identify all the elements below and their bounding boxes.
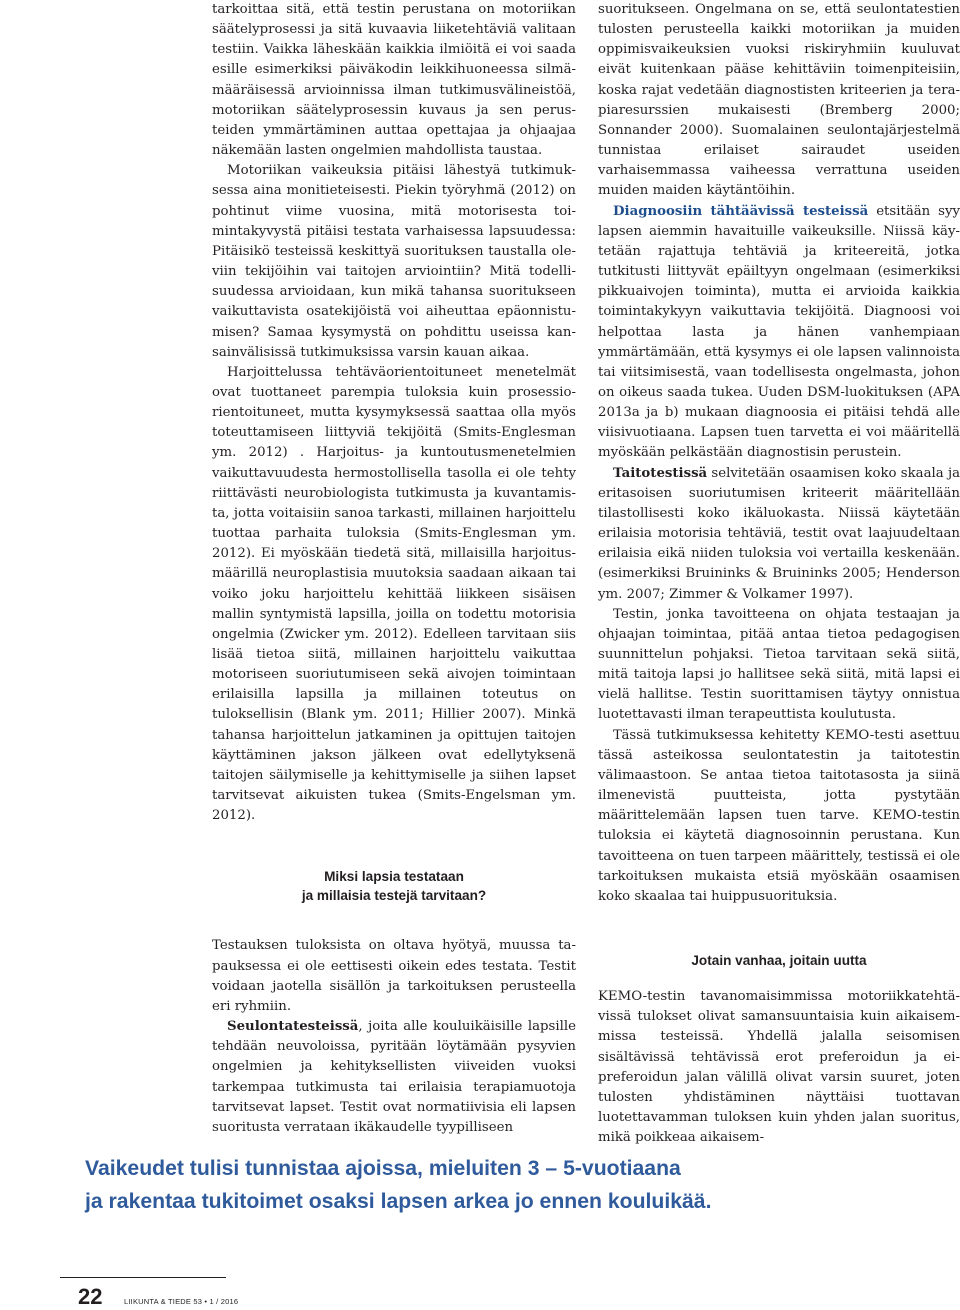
paragraph xyxy=(212,1017,576,1138)
pull-quote xyxy=(85,1152,945,1218)
term-lead: Seulontatesteissä xyxy=(227,1019,359,1035)
paragraph xyxy=(598,464,960,605)
journal-name: LIIKUNTA & TIEDE 53 • 1 / 2016 xyxy=(124,1297,239,1306)
paragraph: Testin, jonka tavoitteena on ohjata testaajan ja ohjaajan toimintaa, pitää antaa tietoa pedagogisen suunnittelun pohjaksi. Tietoa tarvitaan sekä siitä, mitä taitoja lapsi jo hallitsee sekä siitä, mitä lapsi ei vielä hallitse. Testin suorittamisen täytyy onnistua luotettavasti ilman terapeuttista koulutusta. xyxy=(598,606,960,723)
right-column xyxy=(598,0,960,1148)
en-dash: – xyxy=(545,1157,558,1180)
pull-quote-line: Vaikeudet tulisi tunnistaa ajoissa, mieluiten 3 – 5-vuotiaana xyxy=(85,1157,681,1180)
paragraph: KEMO-testin tavanomaisimmissa motoriikkatehtävissä tulokset olivat samansuuntaisia kuin aikaisemmissa testeissä. Yhdellä jalalla seisomisen sisältävissä tehtävissä erot preferoidun ja ei-preferoidun jalan välillä olivat varsin suuret, joten tulosten yhdistäminen näyttäisi tuottavan luotettavamman tuloksen kuin yhden jalan suoritus, mikä poikkeaa aikaisem- xyxy=(598,989,960,1146)
paragraph: Tässä tutkimuksessa kehitetty KEMO-testi asettuu tässä asteikossa seulontatestin ja taitotestin välimaastoon. Se antaa tietoa taitotasosta ja siinä ilmenevistä puutteista, jotta pystytään määrittelemään lapsen tuen tarve. KEMO-testin tuloksia ei käytetä diagnosoinnin perustana. Kun tavoitteena on tuen tarpeen määrittely, testissä ei ole tarkoituksen mukaista etsiä myöskään osaamisen koko skaalaa tai huippusuorituksia. xyxy=(598,727,960,904)
term-lead: Taitotestissä xyxy=(613,465,708,481)
paragraph: Motoriikan vaikeuksia pitäisi lähestyä tutkimuksessa aina monitieteisesti. Piekin työryhmä (2012) on pohtinut viime vuosina, mitä motorisesta toimintakyvystä pitäisi testata varhaisessa lapsuudessa: Pitäisikö testeissä keskittyä suorituksen taustalla oleviin tekijöihin vai taitojen arviointiin? Mitä todellisuudessa arvioidaan, kun mikä tahansa suoritukseen vaikuttavista osatekijöistä voi aiheuttaa epäonnistumisen? Samaa kysymystä on pohdittu useissa kansainvälisissä tutkimuksissa varsin kauan aikaa. xyxy=(212,163,576,360)
term-lead: Diagnoosiin tähtäävissä testeissä xyxy=(613,203,869,219)
footer-rule xyxy=(60,1277,226,1278)
section-heading-line: ja millaisia testejä tarvitaan? xyxy=(301,888,487,904)
paragraph: Testauksen tuloksista on oltava hyötyä, muussa tapauksessa ei ole eettisesti oikein edes testata. Testit voidaan jaotella sisällön ja tarkoituksen perusteella eri ryhmiin. xyxy=(212,938,576,1014)
paragraph: tarkoittaa sitä, että testin perustana on motoriikan säätelyprosessi ja sitä kuvaavia liiketehtäviä valitaan testiin. Vaikka läheskään kaikkia ilmiöitä ei voi saada esille esimerkiksi päiväkodin leikkihuoneessa silmämääräisessä arvioinnissa ilman tutkimusvälineistöä, motoriikan säätelyprosessin kuvaus ja sen perusteiden ymmärtäminen auttaa opettajaa ja ohjaajaa näkemään lasten ongelmien mahdollista taustaa. xyxy=(212,2,576,159)
paragraph-text: selvitetään osaamisen koko skaala ja eritasoisen suoriutumisen kriteerit määritellään tilastollisesti koko ikäluokasta. Niissä käytetään erilaisia motorisia tehtäviä, testit ovat laajuudeltaan erilaisia eikä niiden tuloksia voi vertailla keskenään. (esimerkiksi Bruininks & Bruininks 2005; Henderson ym. 2007; Zimmer & Volkamer 1997). xyxy=(598,465,960,602)
page-number: 22 xyxy=(78,1284,103,1309)
paragraph: suoritukseen. Ongelmana on se, että seulontatestien tulosten perusteella kaikki motoriikan ja muiden oppimisvaikeuksien vuoksi riskiryhmiin kuuluvat eivät kuitenkaan pääse kehittäviin toimenpiteisiin, koska rajat vedetään diagnostisten kriteerien ja terapiaresurssien mukaisesti (Bremberg 2000; Sonnander 2000). Suomalainen seulontajärjestelmä tunnistaa erilaiset sairaudet useiden varhaisemmassa vaiheessa verrattuna useiden muiden maiden käytäntöihin. xyxy=(598,2,960,199)
section-heading: Jotain vanhaa, joitain uutta xyxy=(691,953,867,969)
section-heading-line: Miksi lapsia testataan xyxy=(324,869,464,885)
pull-quote-line: ja rakentaa tukitoimet osaksi lapsen arkea jo ennen kouluikää. xyxy=(85,1190,712,1213)
left-column xyxy=(212,0,576,1138)
paragraph-text: , joita alle kouluikäisille lapsille tehdään neuvoloissa, pyritään löytämään pysyvien ongelmien ja kehityksellisten viiveiden vuoksi tarkempaa tutkimusta tai erilaisia terapiamuotoja tarvitsevat lapset. Testit ovat normatiivisia eli lapsen suoritusta verrataan ikäkaudelle tyypilliseen xyxy=(212,1019,576,1135)
section-heading xyxy=(212,867,576,905)
paragraph xyxy=(598,202,960,464)
paragraph-text: etsitään syy lapsen aiemmin havaituille vaikeuksille. Niissä käytetään rajattuja tehtäviä ja kriteereitä, jotka tutkitusti liittyvät epäiltyyn ongelmaan (esimerkiksi pikkuaivojen toiminta), mutta ei arvioida kaikkia toimintakykyyn vaikuttavia tekijöitä. Diagnoosi voi helpottaa lasta ja hänen vanhempiaan ymmärtämään, että kysymys ei ole lapsen valinnoista tai viitsimisestä, vaan todellisesta ongelmasta, johon on oikeus saada tukea. Uuden DSM-luokituksen (APA 2013a ja b) mukaan diagnoosia ei pitäisi tehdä alle viisivuotiaana. Lapsen tuen tarvetta ei voi määritellä myöskään pelkästään diagnostisin perustein. xyxy=(598,203,960,461)
paragraph: Harjoittelussa tehtäväorientoituneet menetelmät ovat tuottaneet parempia tuloksia kuin prosessiorientoituneet, mutta kysymyksessä saattaa olla myös toteuttamiseen liittyviä tekijöitä (Smits-Englesman ym. 2012) . Harjoitus- ja kuntoutusmenetelmien vaikuttavuudesta hermostollisella tasolla ei ole tehty riittävästi neurobiologista tutkimusta ja kuvantamista, jotta voitaisiin sanoa tarkasti, millainen harjoittelu tuottaa parhaita tuloksia (Smits-Englesman ym. 2012). Ei myöskään tiedetä sitä, millaisilla harjoitusmäärillä neuroplastisia muutoksia saadaan aikaan tai voiko joku harjoittelu kehittää liikkeen sisäisen mallin syntymistä lapsilla, joilla on todettu motorisia ongelmia (Zwicker ym. 2012). Edelleen tarvitaan siis lisää tietoa siitä, millainen harjoittelu vaikuttaa motoriseen suoriutumiseen sekä aivojen toimintaan erilaisilla lapsilla ja millainen toteutus on tuloksellisin (Blank ym. 2011; Hillier 2007). Minkä tahansa harjoittelun jatkaminen ja opittujen taitojen käyttäminen jakson jälkeen ovat edellytyksenä taitojen säilymiselle ja kehittymiselle ja siihen lapset tarvitsevat aikuisten tukea (Smits-Engelsman ym. 2012). xyxy=(212,364,576,824)
